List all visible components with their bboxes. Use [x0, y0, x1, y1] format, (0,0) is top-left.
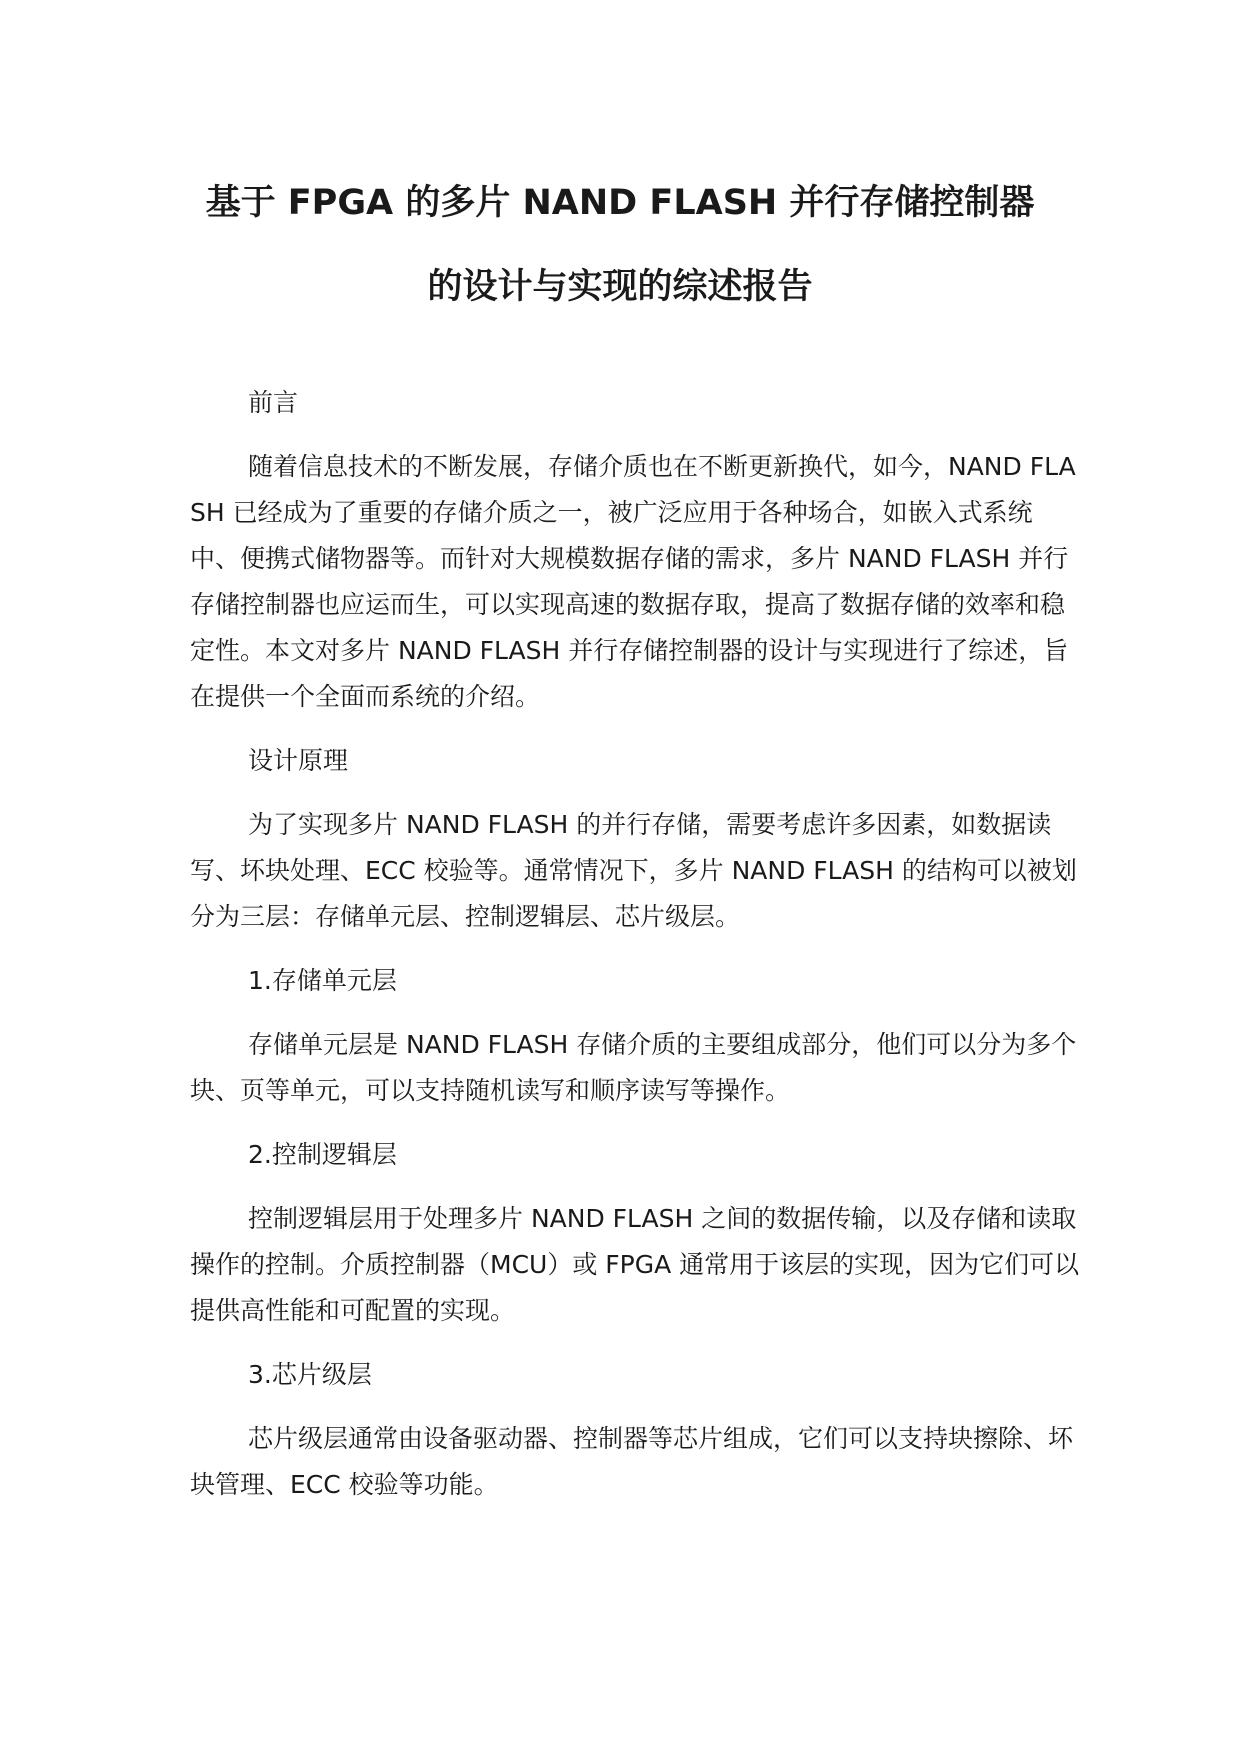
section-heading-layer-2: 2.控制逻辑层: [248, 1140, 397, 1169]
paragraph-layer-3: 芯片级层通常由设备驱动器、控制器等芯片组成，它们可以支持块擦除、坏块管理、ECC 校验等功能。: [190, 1424, 1074, 1499]
section-heading-principle: 设计原理: [248, 746, 349, 775]
document-title-line-1: 基于 FPGA 的多片 NAND FLASH 并行存储控制器: [205, 183, 1035, 223]
paragraph-principle: 为了实现多片 NAND FLASH 的并行存储，需要考虑许多因素，如数据读写、坏块处理、ECC 校验等。通常情况下，多片 NAND FLASH 的结构可以被划分为三层：存储单元层、控制逻辑层、芯片级层。: [190, 810, 1077, 931]
paragraph-layer-2: 控制逻辑层用于处理多片 NAND FLASH 之间的数据传输，以及存储和读取操作的控制。介质控制器（MCU）或 FPGA 通常用于该层的实现，因为它们可以提供高性能和可配置的实现。: [190, 1204, 1080, 1325]
document-title-line-2: 的设计与实现的综述报告: [427, 267, 813, 307]
paragraph-preface: 随着信息技术的不断发展，存储介质也在不断更新换代，如今，NAND FLASH 已经成为了重要的存储介质之一，被广泛应用于各种场合，如嵌入式系统中、便携式储物器等。而针对大规模数据存储的需求，多片 NAND FLASH 并行存储控制器也应运而生，可以实现高速的数据存取，提高了数据存储的效率和稳定性。本文对多片 NAND FLASH 并行存储控制器的设计与实现进行了综述，旨在提供一个全面而系统的介绍。: [190, 452, 1076, 711]
section-heading-preface: 前言: [248, 388, 299, 417]
section-heading-layer-3: 3.芯片级层: [248, 1360, 372, 1389]
paragraph-layer-1: 存储单元层是 NAND FLASH 存储介质的主要组成部分，他们可以分为多个块、页等单元，可以支持随机读写和顺序读写等操作。: [190, 1030, 1077, 1105]
section-heading-layer-1: 1.存储单元层: [248, 966, 397, 995]
document-body: [190, 380, 1080, 1508]
